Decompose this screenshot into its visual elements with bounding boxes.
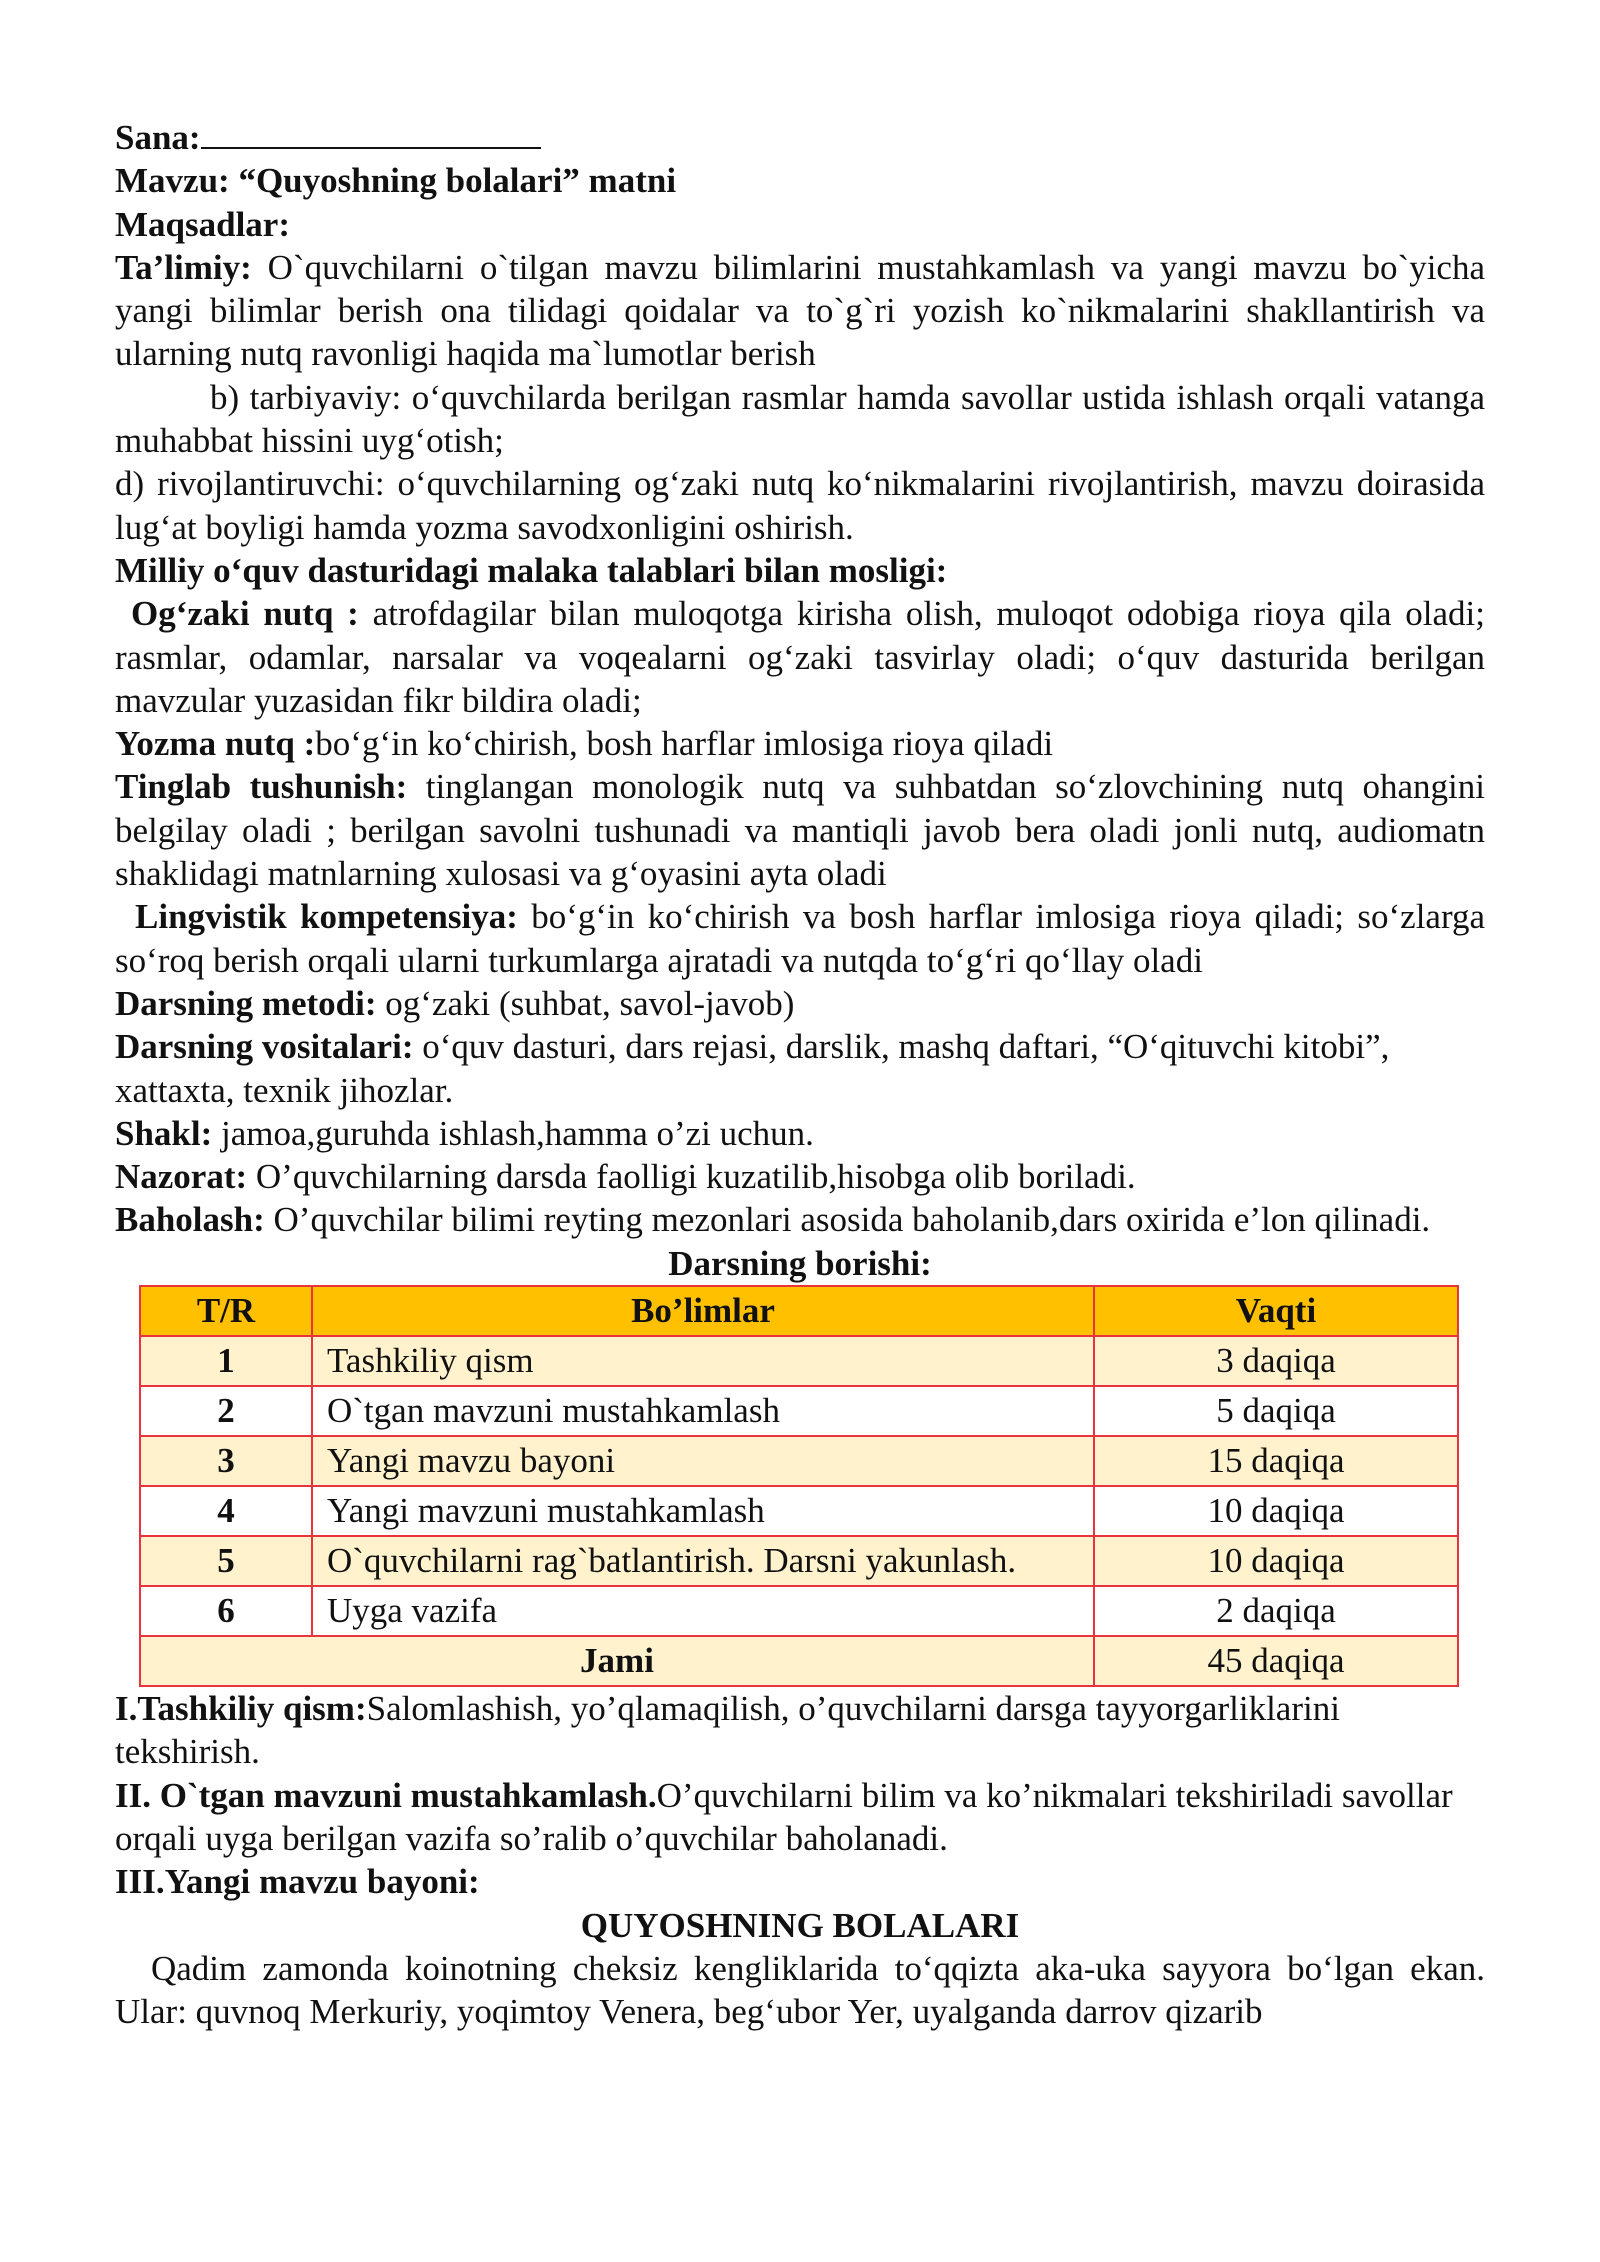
row-section: O`quvchilarni rag`batlantirish. Darsni yakunlash. xyxy=(312,1536,1094,1586)
total-time: 45 daqiqa xyxy=(1094,1636,1458,1686)
lesson-form-label: Shakl: xyxy=(115,1113,213,1153)
goal-developmental: d) rivojlantiruvchi: o‘quvchilarning og‘zaki nutq ko‘nikmalarini rivojlantirish, mavzu doirasida lug‘at boyligi hamda yozma savodxonligini oshirish. xyxy=(115,464,1485,547)
header-sections: Bo’limlar xyxy=(312,1286,1094,1336)
row-time: 10 daqiqa xyxy=(1094,1536,1458,1586)
lesson-form xyxy=(115,1112,1485,1155)
date-line xyxy=(115,115,1485,159)
goals-heading: Maqsadlar: xyxy=(115,204,290,244)
stage-review-label: II. O`tgan mavzuni mustahkamlash. xyxy=(115,1775,657,1815)
listening-text: tinglangan monologik nutq va suhbatdan so‘zlovchining nutq ohangini belgilay oladi ; berilgan savolni tushunadi va mantiqli javob bera oladi jonli nutq, audiomatn shaklidagi matnlarning xulosasi va g‘oyasini ayta oladi xyxy=(115,767,1485,894)
linguistic-competence-text: bo‘g‘in ko‘chirish va bosh harflar imlosiga rioya qiladi; so‘zlarga so‘roq berish orqali ularni turkumlarga ajratadi va nutqda to‘g‘ri qo‘llay oladi xyxy=(115,897,1486,980)
listening xyxy=(115,765,1485,895)
written-speech-label: Yozma nutq : xyxy=(115,724,316,764)
table-row xyxy=(140,1436,1458,1486)
topic-line: Mavzu: “Quyoshning bolalari” matni xyxy=(115,161,677,201)
table-header-row xyxy=(140,1286,1458,1336)
goal-educational xyxy=(115,246,1485,376)
date-label: Sana: xyxy=(115,118,201,157)
row-number: 3 xyxy=(140,1436,312,1486)
row-section: Uyga vazifa xyxy=(312,1586,1094,1636)
row-number: 2 xyxy=(140,1386,312,1436)
table-row xyxy=(140,1336,1458,1386)
date-blank-line xyxy=(201,115,541,149)
total-label: Jami xyxy=(140,1636,1094,1686)
goal-educational-text: O`quvchilarni o`tilgan mavzu bilimlarini mustahkamlash va yangi mavzu bo`yicha yangi bilimlar berish ona tilidagi qoidalar va to`g`ri yozish ko`nikmalarini shakllantirish va ularning nutq ravonligi haqida ma`lumotlar berish xyxy=(115,247,1485,374)
stage-organizational-text: Salomlashish, yo’qlamaqilish, o’quvchilarni darsga tayyorgarliklarini tekshirish. xyxy=(115,1689,1340,1772)
standards-heading: Milliy o‘quv dasturidagi malaka talablari bilan mosligi: xyxy=(115,550,948,590)
plan-title: Darsning borishi: xyxy=(668,1243,932,1283)
table-row xyxy=(140,1536,1458,1586)
lesson-control-text: O’quvchilarning darsda faolligi kuzatilib,hisobga olib boriladi. xyxy=(247,1157,1136,1197)
stage-review-text: O’quvchilarni bilim va ko’nikmalari tekshiriladi savollar orqali uyga berilgan vazifa so’ralib o’quvchilar baholanadi. xyxy=(115,1775,1453,1858)
stage-new-topic: III.Yangi mavzu bayoni: xyxy=(115,1862,480,1902)
oral-speech-label: Og‘zaki nutq : xyxy=(131,594,359,634)
lesson-tools xyxy=(115,1025,1485,1112)
row-number: 1 xyxy=(140,1336,312,1386)
row-time: 3 daqiqa xyxy=(1094,1336,1458,1386)
lesson-method xyxy=(115,982,1485,1025)
row-time: 15 daqiqa xyxy=(1094,1436,1458,1486)
row-section: Yangi mavzuni mustahkamlash xyxy=(312,1486,1094,1536)
table-row xyxy=(140,1586,1458,1636)
lesson-plan xyxy=(115,115,1485,2033)
row-time: 5 daqiqa xyxy=(1094,1386,1458,1436)
row-number: 6 xyxy=(140,1586,312,1636)
linguistic-competence xyxy=(115,895,1485,982)
table-total-row xyxy=(140,1636,1458,1686)
row-number: 4 xyxy=(140,1486,312,1536)
row-time: 10 daqiqa xyxy=(1094,1486,1458,1536)
lesson-plan-table xyxy=(139,1285,1459,1687)
lesson-form-text: jamoa,guruhda ishlash,hamma o’zi uchun. xyxy=(212,1113,814,1153)
stage-organizational-label: I.Tashkiliy qism: xyxy=(115,1689,367,1729)
oral-speech-text: atrofdagilar bilan muloqotga kirisha olish, muloqot odobiga rioya qila oladi; rasmlar, odamlar, narsalar va voqealarni og‘zaki tasvirlay oladi; o‘quv dasturida berilgan mavzular yuzasidan fikr bildira oladi; xyxy=(115,594,1486,720)
header-number: T/R xyxy=(140,1286,312,1336)
lesson-assessment xyxy=(115,1198,1485,1241)
table-row xyxy=(140,1486,1458,1536)
lesson-assessment-label: Baholash: xyxy=(115,1200,265,1240)
written-speech-text: bo‘g‘in ko‘chirish, bosh harflar imlosiga rioya qiladi xyxy=(315,724,1054,764)
row-number: 5 xyxy=(140,1536,312,1586)
written-speech xyxy=(115,722,1485,765)
header-time: Vaqti xyxy=(1094,1286,1458,1336)
lesson-method-text: og‘zaki (suhbat, savol-javob) xyxy=(376,983,795,1023)
table-row xyxy=(140,1386,1458,1436)
lesson-assessment-text: O’quvchilar bilimi reyting mezonlari asosida baholanib,dars oxirida e’lon qilinadi. xyxy=(264,1200,1431,1240)
oral-speech xyxy=(115,592,1485,722)
goal-upbringing: b) tarbiyaviy: o‘quvchilarda berilgan rasmlar hamda savollar ustida ishlash orqali vatanga muhabbat hissini uyg‘otish; xyxy=(115,377,1485,461)
row-section: O`tgan mavzuni mustahkamlash xyxy=(312,1386,1094,1436)
listening-label: Tinglab tushunish: xyxy=(115,767,408,807)
linguistic-competence-label: Lingvistik kompetensiya: xyxy=(135,897,518,937)
stage-review xyxy=(115,1774,1485,1861)
lesson-control-label: Nazorat: xyxy=(115,1157,248,1197)
row-section: Yangi mavzu bayoni xyxy=(312,1436,1094,1486)
story-text: Qadim zamonda koinotning cheksiz kengliklarida to‘qqizta aka-uka sayyora bo‘lgan ekan. Ular: quvnoq Merkuriy, yoqimtoy Venera, beg‘ubor Yer, uyalganda darrov qizarib xyxy=(115,1948,1485,2032)
lesson-control xyxy=(115,1155,1485,1198)
goal-educational-label: Ta’limiy: xyxy=(115,247,252,287)
stage-organizational xyxy=(115,1687,1485,1774)
lesson-tools-label: Darsning vositalari: xyxy=(115,1027,414,1067)
lesson-tools-text: o‘quv dasturi, dars rejasi, darslik, mashq daftari, “O‘qituvchi kitobi”, xattaxta, texnik jihozlar. xyxy=(115,1027,1390,1110)
story-title: QUYOSHNING BOLALARI xyxy=(580,1905,1020,1945)
row-time: 2 daqiqa xyxy=(1094,1586,1458,1636)
lesson-method-label: Darsning metodi: xyxy=(115,983,377,1023)
row-section: Tashkiliy qism xyxy=(312,1336,1094,1386)
